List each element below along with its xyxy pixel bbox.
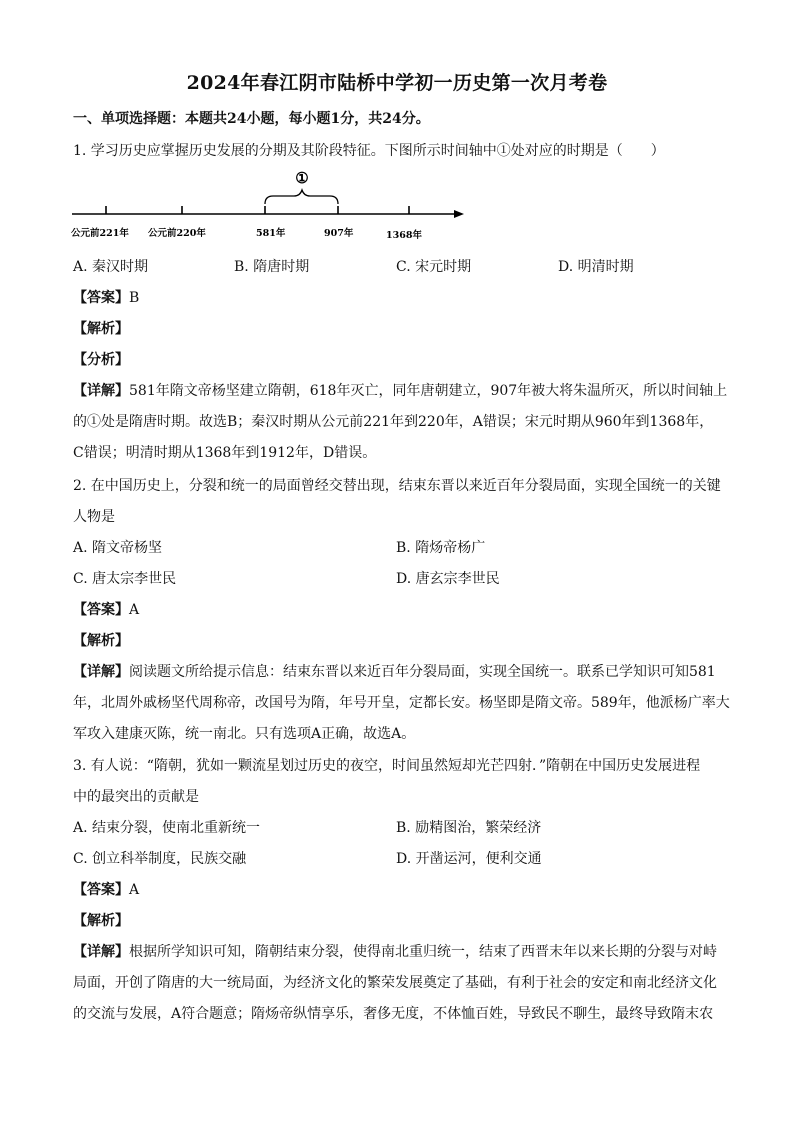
- q2-detail-line: 军攻入建康灭陈，统一南北。只有选项A正确，故选A。: [73, 726, 416, 742]
- q3-stem: 3. 有人说：“隋朝，犹如一颗流星划过历史的夜空，时间虽然短却光芒四射．”隋朝在中国历史发展进程: [73, 758, 701, 774]
- q1-option-c: C. 宋元时期: [396, 259, 472, 275]
- q3-detail-line: [73, 941, 717, 961]
- q1-analysis-tag: 【解析】: [73, 321, 129, 337]
- q2-analysis-tag: 【解析】: [73, 633, 129, 649]
- q2-answer: [73, 599, 139, 619]
- timeline-figure: [68, 165, 468, 245]
- q1-detail-line: C错误；明清时期从1368年到1912年，D错误。: [73, 445, 377, 461]
- timeline-svg: [68, 165, 468, 245]
- q3-detail-line: 局面，开创了隋唐的大一统局面，为经济文化的繁荣发展奠定了基础，有利于社会的安定和南北经济文化: [73, 975, 717, 991]
- q3-stem: 中的最突出的贡献是: [73, 789, 199, 805]
- answer-tag: 【答案】: [73, 602, 129, 618]
- q3-detail-line: 的交流与发展，A符合题意；隋炀帝纵情享乐，奢侈无度，不体恤百姓，导致民不聊生，最终导致隋末农: [73, 1006, 714, 1022]
- timeline-label: 公元前220年: [148, 228, 206, 239]
- q3-option-c: C. 创立科举制度，民族交融: [73, 851, 247, 867]
- answer-tag: 【答案】: [73, 882, 129, 898]
- q3-option-d: D. 开凿运河，便利交通: [396, 851, 542, 867]
- q1-option-a: A. 秦汉时期: [73, 259, 149, 275]
- detail-text: 根据所学知识可知，隋朝结束分裂，使得南北重归统一，结束了西晋末年以来长期的分裂与对峙: [129, 944, 717, 960]
- q1-detail-line: 的①处是隋唐时期。故选B；秦汉时期从公元前221年到220年，A错误；宋元时期从960年到1368年，: [73, 414, 714, 430]
- q1-answer: [73, 287, 139, 307]
- detail-tag: 【详解】: [73, 944, 129, 960]
- answer-value: A: [129, 602, 140, 618]
- timeline-arrow: [454, 210, 464, 218]
- timeline-label: 907年: [324, 228, 354, 239]
- detail-text: 阅读题文所给提示信息：结束东晋以来近百年分裂局面，实现全国统一。联系已学知识可知581: [129, 664, 716, 680]
- q2-stem: 2. 在中国历史上，分裂和统一的局面曾经交替出现，结束东晋以来近百年分裂局面，实现全国统一的关键: [73, 478, 721, 494]
- q2-option-c: C. 唐太宗李世民: [73, 571, 177, 587]
- answer-tag: 【答案】: [73, 290, 129, 306]
- q1-option-b: B. 隋唐时期: [234, 259, 310, 275]
- q3-answer: [73, 879, 139, 899]
- q2-option-a: A. 隋文帝杨坚: [73, 540, 163, 556]
- q2-detail-line: 年，北周外戚杨坚代周称帝，改国号为隋，年号开皇，定都长安。杨坚即是隋文帝。589年，他派杨广率大: [73, 695, 730, 711]
- timeline-label: 581年: [256, 228, 286, 239]
- timeline-marker: ①: [295, 169, 309, 187]
- q2-option-d: D. 唐玄宗李世民: [396, 571, 500, 587]
- q1-option-d: D. 明清时期: [558, 259, 634, 275]
- timeline-label: 1368年: [386, 230, 422, 241]
- q2-stem: 人物是: [73, 509, 115, 525]
- detail-text: 581年隋文帝杨坚建立隋朝，618年灭亡，同年唐朝建立，907年被大将朱温所灭，所以时间轴上: [129, 383, 728, 399]
- page-title: 2024年春江阴市陆桥中学初一历史第一次月考卷: [186, 72, 608, 94]
- q3-option-a: A. 结束分裂，使南北重新统一: [73, 820, 261, 836]
- q2-detail-line: [73, 661, 716, 681]
- brace: [265, 190, 338, 204]
- answer-value: B: [129, 290, 140, 306]
- q3-analysis-tag: 【解析】: [73, 913, 129, 929]
- detail-tag: 【详解】: [73, 664, 129, 680]
- detail-tag: 【详解】: [73, 383, 129, 399]
- q1-fenxi-tag: 【分析】: [73, 352, 129, 368]
- answer-value: A: [129, 882, 140, 898]
- q3-option-b: B. 励精图治，繁荣经济: [396, 820, 542, 836]
- timeline-label: 公元前221年: [71, 228, 129, 239]
- q2-option-b: B. 隋炀帝杨广: [396, 540, 486, 556]
- section-heading: 一、单项选择题：本题共24小题，每小题1分，共24分。: [73, 111, 430, 127]
- q1-detail-line: [73, 380, 727, 400]
- q1-stem: 1. 学习历史应掌握历史发展的分期及其阶段特征。下图所示时间轴中①处对应的时期是（ ）: [73, 143, 665, 159]
